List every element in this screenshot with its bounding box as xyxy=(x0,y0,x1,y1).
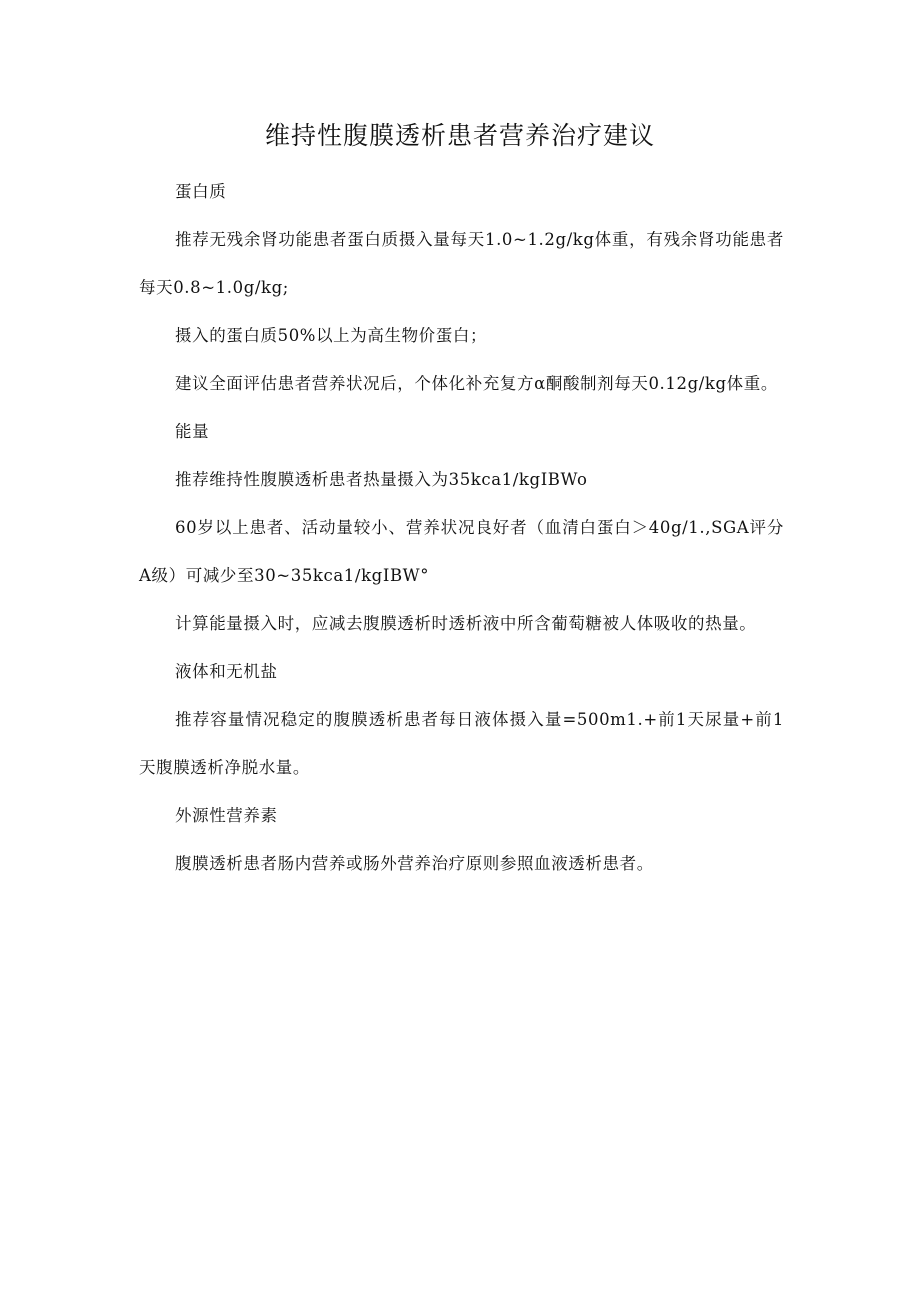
section-heading-fluid: 液体和无机盐 xyxy=(175,662,278,681)
paragraph-protein-quality: 摄入的蛋白质50%以上为高生物价蛋白； xyxy=(175,326,488,345)
section-heading-energy: 能量 xyxy=(175,422,210,441)
paragraph-elderly-energy: 60岁以上患者、活动量较小、营养状况良好者（血清白蛋白＞40g/1.,SGA评分A级）可减少至30~35kca1∕kgIBW° xyxy=(139,518,784,585)
paragraph-fluid-intake: 推荐容量情况稳定的腹膜透析患者每日液体摄入量=500m1.+前1天尿量+前1天腹膜透析净脱水量。 xyxy=(139,710,784,777)
document-body xyxy=(139,168,784,888)
paragraph-nutrition-principle: 腹膜透析患者肠内营养或肠外营养治疗原则参照血液透析患者。 xyxy=(175,854,654,873)
document-title: 维持性腹膜透析患者营养治疗建议 xyxy=(264,121,655,150)
paragraph-keto-acid: 建议全面评估患者营养状况后，个体化补充复方α酮酸制剂每天0.12g/kg体重。 xyxy=(175,374,778,393)
paragraph-protein-intake: 推荐无残余肾功能患者蛋白质摄入量每天1.0~1.2g/kg体重，有残余肾功能患者每天0.8~1.0g/kg; xyxy=(139,230,784,297)
paragraph-energy-intake: 推荐维持性腹膜透析患者热量摄入为35kca1∕kgIBWo xyxy=(175,470,588,489)
section-heading-protein: 蛋白质 xyxy=(175,182,227,201)
paragraph-dialysate-glucose: 计算能量摄入时，应减去腹膜透析时透析液中所含葡萄糖被人体吸收的热量。 xyxy=(175,614,757,633)
section-heading-exogenous: 外源性营养素 xyxy=(175,806,278,825)
